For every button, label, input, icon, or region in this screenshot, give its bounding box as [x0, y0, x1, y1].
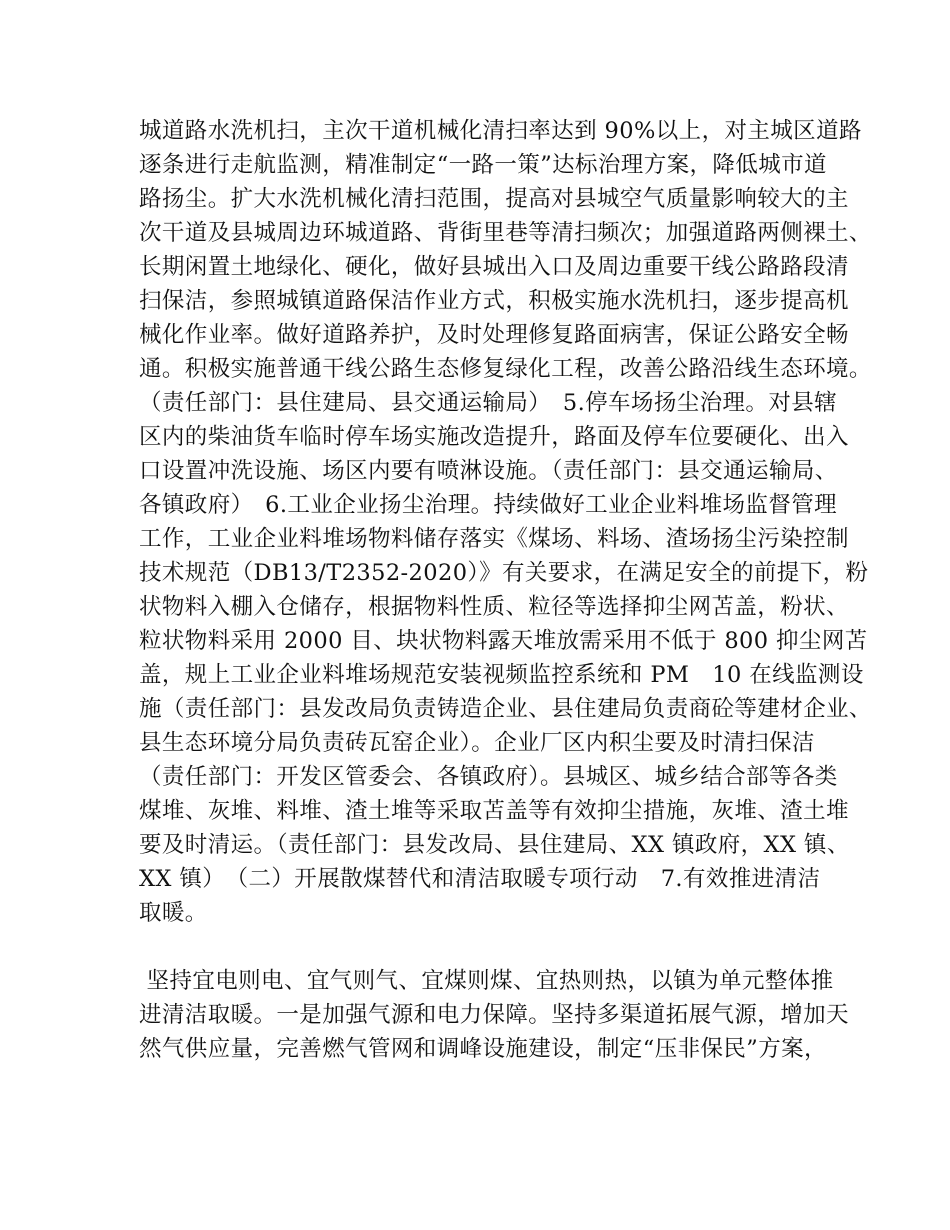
text-line: 县生态环境分局负责砖瓦窑企业）。企业厂区内积尘要及时清扫保洁	[139, 730, 815, 756]
text-line: 然气供应量，完善燃气管网和调峰设施建设，制定“压非保民”方案，	[139, 1036, 827, 1062]
text-line: 口设置冲洗设施、场区内要有喷淋设施。（责任部门：县交通运输局、	[139, 458, 838, 484]
text-line: 坚持宜电则电、宜气则气、宜煤则煤、宜热则热，以镇为单元整体推	[139, 968, 834, 994]
text-line: 技术规范（DB13/T2352-2020）》有关要求，在满足安全的前提下，粉	[139, 560, 869, 586]
text-line: 次干道及县城周边环城道路、背街里巷等清扫频次；加强道路两侧裸土、	[139, 220, 872, 246]
text-line: 盖，规上工业企业料堆场规范安装视频监控系统和 PM 10 在线监测设	[139, 662, 864, 688]
text-line: 工作，工业企业料堆场物料储存落实《煤场、料场、渣场扬尘污染控制	[139, 526, 849, 552]
text-line: 煤堆、灰堆、料堆、渣土堆等采取苫盖等有效抑尘措施，灰堆、渣土堆	[139, 798, 849, 824]
text-line: 区内的柴油货车临时停车场实施改造提升，路面及停车位要硬化、出入	[139, 424, 849, 450]
text-line: 通。积极实施普通干线公路生态修复绿化工程，改善公路沿线生态环境。	[139, 356, 872, 382]
text-line: 施（责任部门：县发改局负责铸造企业、县住建局负责商砼等建材企业、	[139, 696, 872, 722]
text-line: 粒状物料采用 2000 目、块状物料露天堆放需采用不低于 800 抑尘网苫	[139, 628, 868, 654]
text-line: 长期闲置土地绿化、硬化，做好县城出入口及周边重要干线公路路段清	[139, 254, 849, 280]
text-line: （责任部门：县住建局、县交通运输局） 5.停车场扬尘治理。对县辖	[139, 390, 838, 416]
text-line: 扫保洁，参照城镇道路保洁作业方式，积极实施水洗机扫，逐步提高机	[139, 288, 849, 314]
text-line: 状物料入棚入仓储存，根据物料性质、粒径等选择抑尘网苫盖，粉状、	[139, 594, 849, 620]
text-line: 各镇政府） 6.工业企业扬尘治理。持续做好工业企业料堆场监督管理	[139, 492, 838, 518]
text-line: XX 镇） （二）开展散煤替代和清洁取暖专项行动 7.有效推进清洁	[139, 866, 821, 892]
text-line: 进清洁取暖。一是加强气源和电力保障。坚持多渠道拓展气源，增加天	[139, 1002, 849, 1028]
text-line: 逐条进行走航监测，精准制定“一路一策”达标治理方案，降低城市道	[139, 152, 827, 178]
text-line: 要及时清运。（责任部门：县发改局、县住建局、XX 镇政府，XX 镇、	[139, 832, 850, 858]
text-line: 路扬尘。扩大水洗机械化清扫范围，提高对县城空气质量影响较大的主	[139, 186, 849, 212]
text-line: 械化作业率。做好道路养护，及时处理修复路面病害，保证公路安全畅	[139, 322, 849, 348]
text-line: 城道路水洗机扫，主次干道机械化清扫率达到 90%以上，对主城区道路	[139, 118, 862, 144]
text-line: 取暖。	[139, 900, 208, 926]
text-line: （责任部门：开发区管委会、各镇政府）。县城区、城乡结合部等各类	[139, 764, 838, 790]
